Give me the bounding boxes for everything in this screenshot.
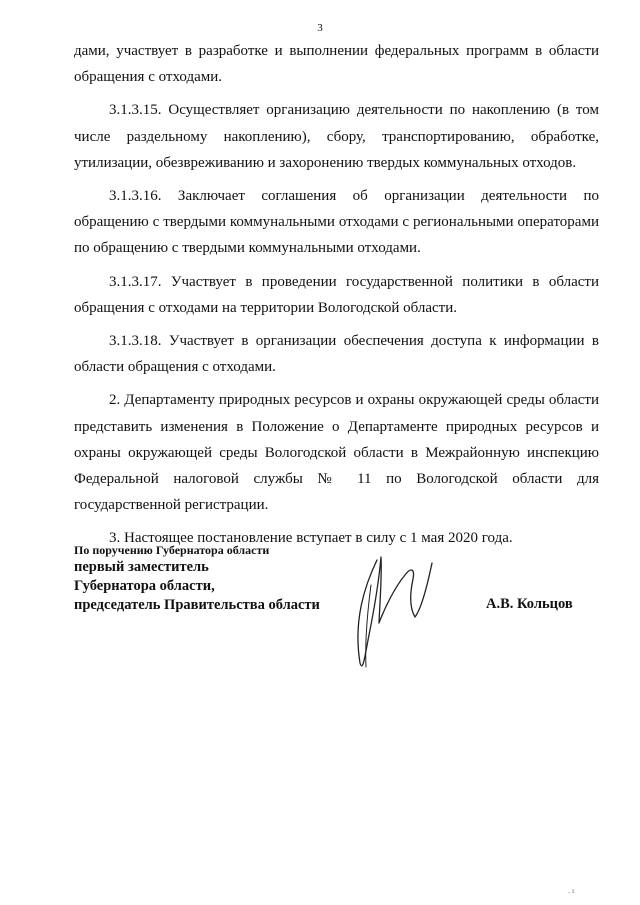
signature-title-line-1: первый заместитель [74,559,209,575]
paragraph-3-1-3-15: 3.1.3.15. Осуществляет организацию деятельности по накоплению (в том числе раздельному накоплению), сбору, транспортированию, обработке, утилизации, обезвреживанию и захоронению твердых коммунальных отходов. [74,102,599,171]
signature-title-line-3: председатель Правительства области [74,597,320,613]
paragraph-3-1-3-16: 3.1.3.16. Заключает соглашения об организации деятельности по обращению с твердыми коммунальными отходами с региональными операторами по обращению с твердыми коммунальными отходами. [74,188,599,257]
paragraph-2: 2. Департаменту природных ресурсов и охраны окружающей среды области представить изменения в Положение о Департаменте природных ресурсов и охраны окружающей среды Вологодской области в Межрайонную инспекцию Федеральной налоговой службы № 11 по Вологодской области для государственной регистрации. [74,392,599,514]
document-body [74,38,599,559]
signer-name: А.В. Кольцов [486,596,573,612]
paragraph-3: 3. Настоящее постановление вступает в силу с 1 мая 2020 года. [109,530,513,547]
page-number: 3 [317,22,323,34]
signature-title-line-2: Губернатора области, [74,578,215,594]
corner-marks: . ı [568,886,575,895]
paragraph-3-1-3-18: 3.1.3.18. Участвует в организации обеспечения доступа к информации в области обращения с отходами. [74,333,599,376]
paragraph-3-1-3-17: 3.1.3.17. Участвует в проведении государственной политики в области обращения с отходами на территории Вологодской области. [74,273,599,316]
signature-on-behalf: По поручению Губернатора области [74,543,270,557]
handwritten-signature [335,545,450,675]
paragraph-continuation: дами, участвует в разработке и выполнении федеральных программ в области обращения с отходами. [74,43,599,86]
